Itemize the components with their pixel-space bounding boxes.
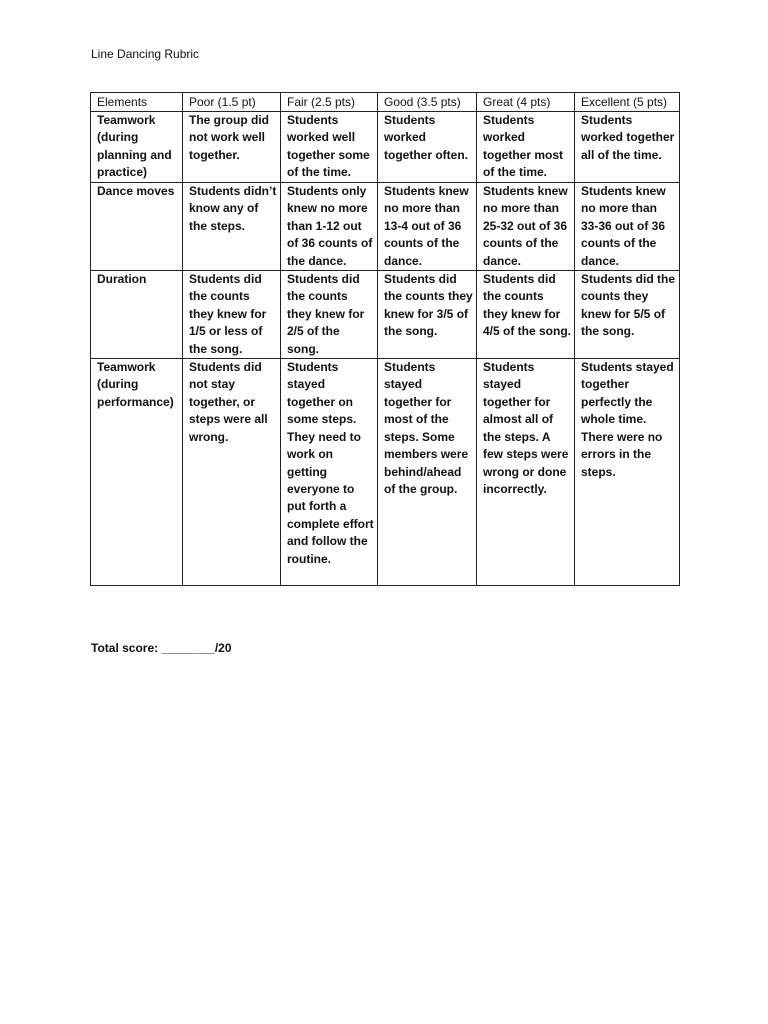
rubric-cell: Students didn’t know any of the steps. bbox=[183, 183, 281, 271]
rubric-cell: Students stayed together for most of the steps. Some members were behind/ahead of the group. bbox=[378, 359, 477, 586]
element-cell: Dance moves bbox=[91, 183, 183, 271]
rubric-cell: Students worked together often. bbox=[378, 112, 477, 183]
rubric-cell: Students worked together most of the time. bbox=[477, 112, 575, 183]
rubric-cell: Students did the counts they knew for 4/5 of the song. bbox=[477, 271, 575, 359]
rubric-cell: Students did not stay together, or steps were all wrong. bbox=[183, 359, 281, 586]
rubric-cell: Students knew no more than 13-4 out of 36 counts of the dance. bbox=[378, 183, 477, 271]
rubric-cell: Students worked well together some of the time. bbox=[281, 112, 378, 183]
rubric-cell: The group did not work well together. bbox=[183, 112, 281, 183]
header-poor: Poor (1.5 pt) bbox=[183, 93, 281, 112]
table-row bbox=[91, 183, 680, 271]
table-row bbox=[91, 112, 680, 183]
rubric-cell: Students knew no more than 25-32 out of 36 counts of the dance. bbox=[477, 183, 575, 271]
table-row bbox=[91, 271, 680, 359]
rubric-cell: Students stayed together for almost all of the steps. A few steps were wrong or done incorrectly. bbox=[477, 359, 575, 586]
rubric-cell: Students knew no more than 33-36 out of 36 counts of the dance. bbox=[575, 183, 680, 271]
rubric-cell: Students stayed together on some steps. They need to work on getting everyone to put forth a complete effort and follow the routine. bbox=[281, 359, 378, 586]
rubric-cell: Students worked together all of the time. bbox=[575, 112, 680, 183]
header-fair: Fair (2.5 pts) bbox=[281, 93, 378, 112]
table-row bbox=[91, 359, 680, 586]
element-cell: Duration bbox=[91, 271, 183, 359]
rubric-cell: Students only knew no more than 1-12 out of 36 counts of the dance. bbox=[281, 183, 378, 271]
header-great: Great (4 pts) bbox=[477, 93, 575, 112]
rubric-cell: Students did the counts they knew for 1/5 or less of the song. bbox=[183, 271, 281, 359]
rubric-table bbox=[90, 92, 680, 586]
element-cell: Teamwork (during performance) bbox=[91, 359, 183, 586]
rubric-cell: Students did the counts they knew for 5/5 of the song. bbox=[575, 271, 680, 359]
document-title: Line Dancing Rubric bbox=[91, 47, 200, 61]
header-excellent: Excellent (5 pts) bbox=[575, 93, 680, 112]
rubric-cell: Students did the counts they knew for 2/5 of the song. bbox=[281, 271, 378, 359]
element-cell: Teamwork (during planning and practice) bbox=[91, 112, 183, 183]
table-header-row bbox=[91, 93, 680, 112]
header-elements: Elements bbox=[91, 93, 183, 112]
header-good: Good (3.5 pts) bbox=[378, 93, 477, 112]
rubric-cell: Students did the counts they knew for 3/5 of the song. bbox=[378, 271, 477, 359]
rubric-cell: Students stayed together perfectly the whole time. There were no errors in the steps. bbox=[575, 359, 680, 586]
total-score-line: Total score: ________/20 bbox=[91, 641, 232, 655]
